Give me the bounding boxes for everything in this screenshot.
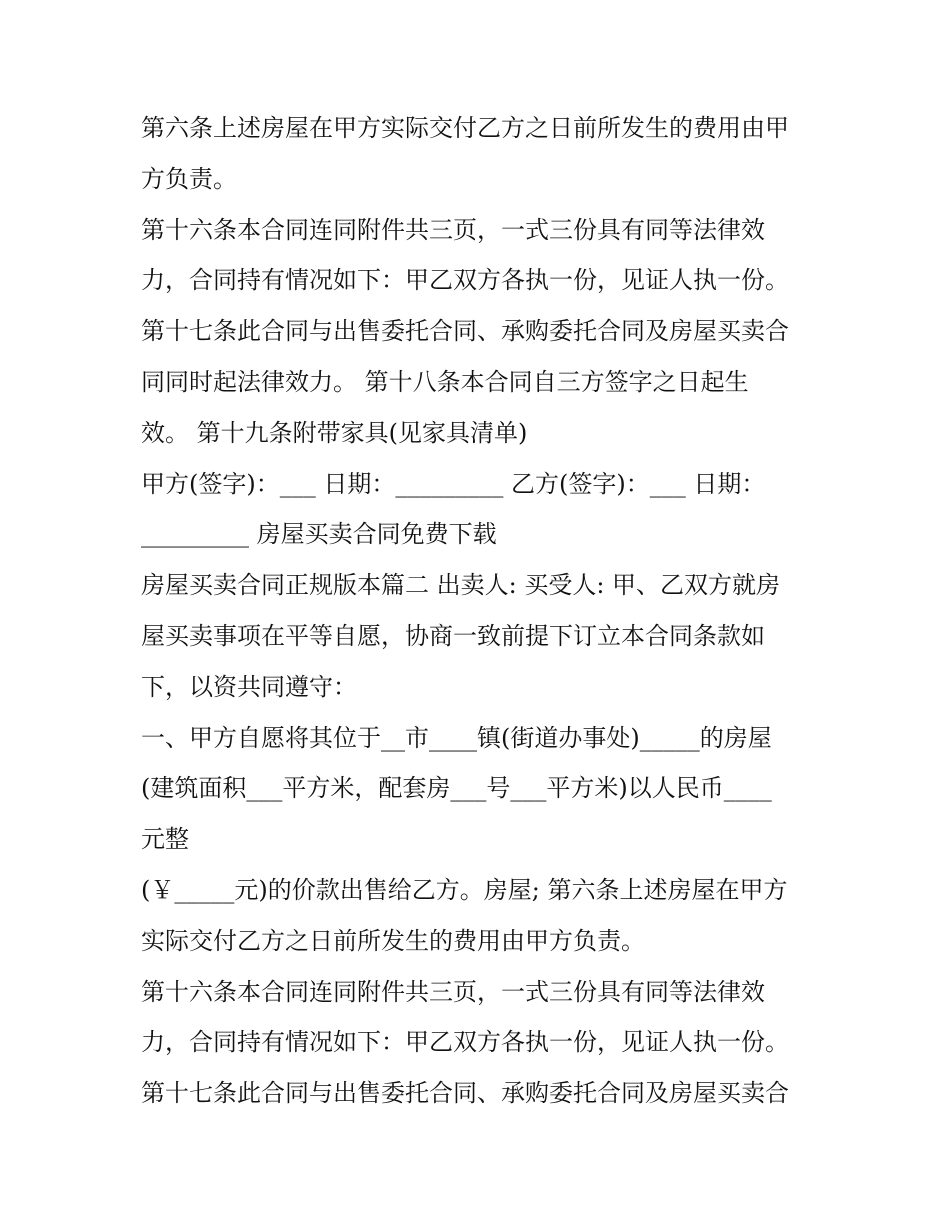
text-line: 下，以资共同遵守： [141, 672, 357, 701]
text-line: 效。 第十九条附带家具(见家具清单) [141, 418, 528, 447]
text-line: 第六条上述房屋在甲方实际交付乙方之日前所发生的费用由甲 [141, 114, 789, 142]
text-line: 力，合同持有情况如下：甲乙双方各执一份，见证人执一份。 [141, 266, 789, 295]
text-line: 力，合同持有情况如下：甲乙双方各执一份，见证人执一份。 [141, 1028, 789, 1057]
text-line: (￥_____元)的价款出售给乙方。房屋; 第六条上述房屋在甲方 [141, 875, 788, 904]
text-line: 一、甲方自愿将其位于__市____镇(街道办事处)_____的房屋 [141, 723, 772, 752]
text-line: _________ 房屋买卖合同免费下载 [141, 520, 497, 549]
document-body [141, 103, 821, 1119]
text-line: 第十六条本合同连同附件共三页，一式三份具有同等法律效 [141, 215, 765, 244]
text-line: 第十六条本合同连同附件共三页，一式三份具有同等法律效 [141, 977, 765, 1006]
signature-line: 甲方(签字)：___ 日期：_________ 乙方(签字)：___ 日期： [141, 469, 766, 498]
text-line: 第十七条此合同与出售委托合同、承购委托合同及房屋买卖合 [141, 1079, 789, 1108]
text-line: 方负责。 [141, 164, 237, 193]
text-line: 第十七条此合同与出售委托合同、承购委托合同及房屋买卖合 [141, 317, 789, 346]
text-line: 屋买卖事项在平等自愿，协商一致前提下订立本合同条款如 [141, 621, 765, 650]
text-line: 同同时起法律效力。 第十八条本合同自三方签字之日起生 [141, 367, 749, 396]
text-line: 实际交付乙方之日前所发生的费用由甲方负责。 [141, 926, 645, 955]
section-heading-line: 房屋买卖合同正规版本篇二 出卖人: 买受人: 甲、乙双方就房 [141, 571, 781, 600]
text-line: (建筑面积___平方米，配套房___号___平方米)以人民币____ [141, 774, 772, 803]
text-line: 元整 [141, 825, 189, 854]
